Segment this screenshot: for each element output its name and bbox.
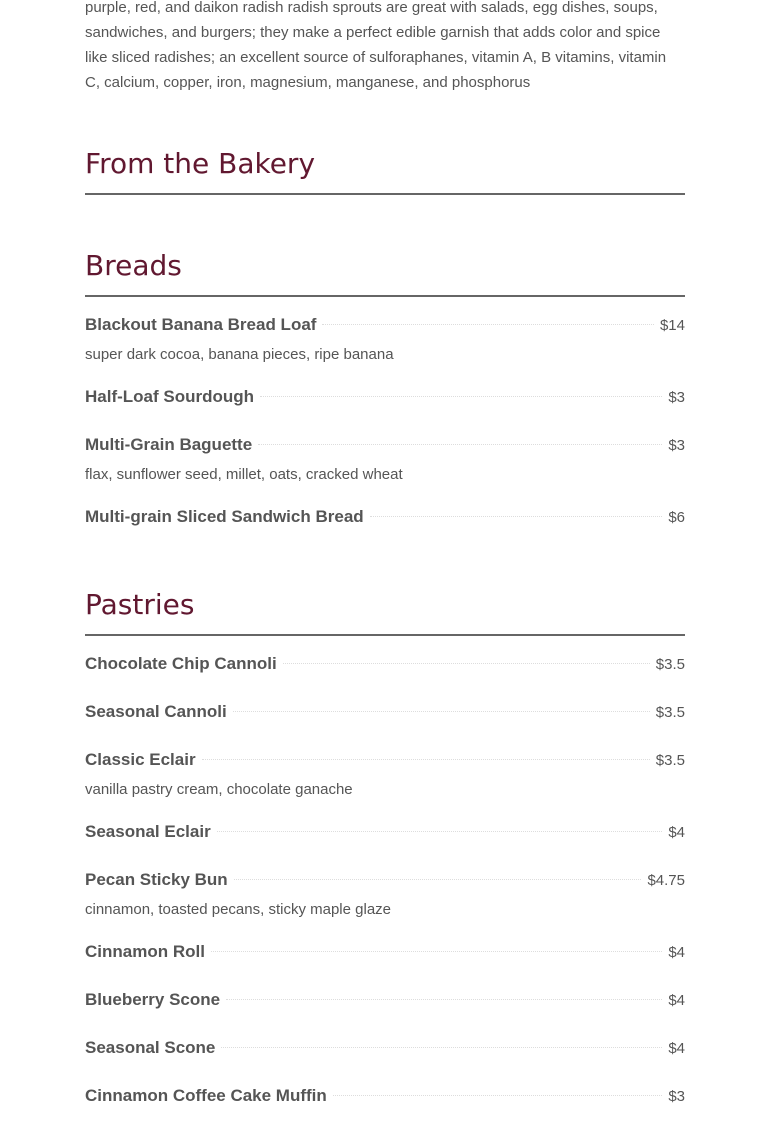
bakery-heading: From the Bakery bbox=[85, 147, 685, 195]
breads-list bbox=[85, 315, 685, 535]
intro-description: purple, red, and daikon radish radish sprouts are great with salads, egg dishes, soups, sandwiches, and burgers; they make a perfect edible garnish that adds color and spice like sliced radishes; an excellent source of sulforaphanes, vitamin A, B vitamins, vitamin C, calcium, copper, iron, magnesium, manganese, and phosphorus bbox=[85, 0, 667, 91]
item-row bbox=[85, 822, 685, 850]
item-description: vanilla pastry cream, chocolate ganache bbox=[85, 781, 353, 798]
dot-leader bbox=[260, 396, 662, 397]
item-row bbox=[85, 702, 685, 730]
menu-item bbox=[85, 315, 685, 367]
menu-item bbox=[85, 507, 685, 535]
item-price: $3 bbox=[668, 437, 685, 454]
menu-item bbox=[85, 702, 685, 730]
pastries-heading: Pastries bbox=[85, 588, 685, 636]
item-row bbox=[85, 507, 685, 535]
dot-leader bbox=[370, 516, 663, 517]
menu-item bbox=[85, 750, 685, 802]
item-price: $3.5 bbox=[655, 656, 685, 673]
menu-item bbox=[85, 387, 685, 415]
item-row bbox=[85, 315, 685, 343]
dot-leader bbox=[221, 1047, 662, 1048]
menu-item bbox=[85, 822, 685, 850]
item-description: flax, sunflower seed, millet, oats, cracked wheat bbox=[85, 466, 403, 483]
item-price: $4 bbox=[668, 824, 685, 841]
breads-heading: Breads bbox=[85, 249, 685, 297]
dot-leader bbox=[211, 951, 662, 952]
item-description: super dark cocoa, banana pieces, ripe banana bbox=[85, 346, 394, 363]
dot-leader bbox=[258, 444, 662, 445]
item-row bbox=[85, 942, 685, 970]
item-row bbox=[85, 654, 685, 682]
item-name: Pecan Sticky Bun bbox=[85, 870, 228, 889]
item-name: Classic Eclair bbox=[85, 750, 196, 769]
menu-item bbox=[85, 654, 685, 682]
dot-leader bbox=[217, 831, 663, 832]
item-price: $6 bbox=[668, 509, 685, 526]
item-price: $3 bbox=[668, 389, 685, 406]
item-name: Blueberry Scone bbox=[85, 990, 221, 1009]
dot-leader bbox=[333, 1095, 663, 1096]
menu-item bbox=[85, 870, 685, 922]
item-row bbox=[85, 435, 685, 463]
item-name: Multi-grain Sliced Sandwich Bread bbox=[85, 507, 364, 526]
item-row bbox=[85, 1086, 685, 1114]
item-price: $4 bbox=[668, 944, 685, 961]
item-name: Chocolate Chip Cannoli bbox=[85, 654, 277, 673]
item-name: Cinnamon Coffee Cake Muffin bbox=[85, 1086, 327, 1105]
menu-item bbox=[85, 1086, 685, 1114]
dot-leader bbox=[202, 759, 650, 760]
item-price: $3 bbox=[668, 1088, 685, 1105]
item-name: Seasonal Scone bbox=[85, 1038, 216, 1057]
menu-item bbox=[85, 942, 685, 970]
item-price: $3.5 bbox=[655, 704, 685, 721]
item-row bbox=[85, 387, 685, 415]
item-price: $4 bbox=[668, 1040, 685, 1057]
item-price: $4 bbox=[668, 992, 685, 1009]
item-row bbox=[85, 750, 685, 778]
item-price: $4.75 bbox=[647, 872, 685, 889]
menu-item bbox=[85, 1038, 685, 1066]
item-row bbox=[85, 1038, 685, 1066]
menu-content bbox=[85, 0, 685, 1134]
item-name: Half-Loaf Sourdough bbox=[85, 387, 255, 406]
dot-leader bbox=[234, 879, 642, 880]
menu-item bbox=[85, 990, 685, 1018]
item-name: Blackout Banana Bread Loaf bbox=[85, 315, 317, 334]
item-row bbox=[85, 990, 685, 1018]
item-price: $3.5 bbox=[655, 752, 685, 769]
pastries-list bbox=[85, 654, 685, 1114]
item-name: Seasonal Cannoli bbox=[85, 702, 227, 721]
item-row bbox=[85, 870, 685, 898]
dot-leader bbox=[233, 711, 650, 712]
item-name: Seasonal Eclair bbox=[85, 822, 211, 841]
dot-leader bbox=[283, 663, 650, 664]
item-name: Cinnamon Roll bbox=[85, 942, 205, 961]
item-price: $14 bbox=[659, 317, 685, 334]
dot-leader bbox=[322, 324, 654, 325]
dot-leader bbox=[226, 999, 662, 1000]
menu-item bbox=[85, 435, 685, 487]
item-description: cinnamon, toasted pecans, sticky maple glaze bbox=[85, 901, 391, 918]
item-name: Multi-Grain Baguette bbox=[85, 435, 253, 454]
